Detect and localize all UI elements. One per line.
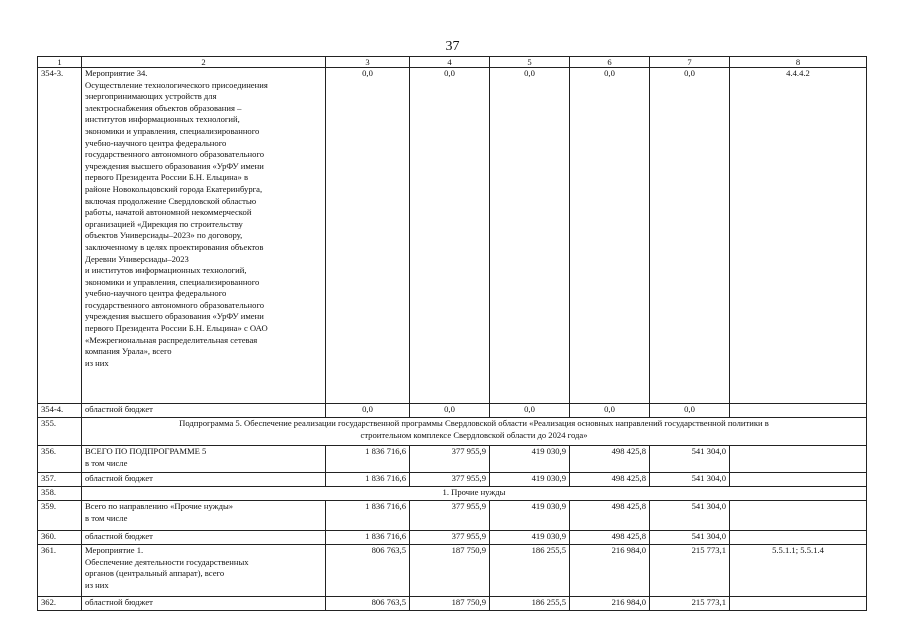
value-cell: 498 425,8	[570, 473, 650, 487]
row-number: 354-4.	[38, 404, 82, 418]
value-cell: 498 425,8	[570, 446, 650, 473]
value-cell: 216 984,0	[570, 545, 650, 597]
row-description: областной бюджет	[82, 473, 326, 487]
table-row	[38, 404, 867, 418]
description-line: учреждения высшего образования «УрФУ имени	[85, 311, 264, 322]
value-cell: 1 836 716,6	[326, 473, 410, 487]
description-line: электроснабжения объектов образования –	[85, 102, 242, 113]
row-number: 355.	[38, 418, 82, 446]
value-cell: 215 773,1	[650, 545, 730, 597]
value-cell: 498 425,8	[570, 501, 650, 531]
description-line: районе Новокольцовский города Екатеринбурга,	[85, 183, 263, 194]
value-cell: 0,0	[490, 68, 570, 404]
description-line: органов (центральный аппарат), всего	[85, 568, 225, 579]
row-number: 361.	[38, 545, 82, 597]
value-cell: 498 425,8	[570, 531, 650, 545]
column-header: 8	[730, 57, 867, 68]
description-line: из них	[85, 579, 109, 590]
row-number: 356.	[38, 446, 82, 473]
target-code-cell	[730, 473, 867, 487]
value-cell: 806 763,5	[326, 545, 410, 597]
description-line: объектов Универсиады–2023» по договору,	[85, 230, 243, 241]
description-line: энергопринимающих устройств для	[85, 91, 217, 102]
value-cell: 541 304,0	[650, 473, 730, 487]
value-cell: 419 030,9	[490, 501, 570, 531]
row-description	[82, 68, 326, 404]
value-cell: 377 955,9	[410, 531, 490, 545]
page-number: 37	[445, 39, 460, 54]
description-line: ВСЕГО ПО ПОДПРОГРАММЕ 5	[85, 446, 207, 456]
table-row	[38, 446, 867, 473]
table-row	[38, 597, 867, 611]
target-code-cell	[730, 501, 867, 531]
row-description	[82, 501, 326, 531]
description-line: первого Президента России Б.Н. Ельцина» в	[85, 172, 248, 183]
description-line: в том числе	[85, 457, 128, 468]
row-description	[82, 446, 326, 473]
row-description	[82, 545, 326, 597]
description-line: первого Президента России Б.Н. Ельцина» с ОАО	[85, 323, 268, 334]
value-cell: 541 304,0	[650, 531, 730, 545]
row-number: 354-3.	[38, 68, 82, 404]
value-cell: 186 255,5	[490, 597, 570, 611]
value-cell: 216 984,0	[570, 597, 650, 611]
section-title: 1. Прочие нужды	[82, 487, 867, 501]
table-row	[38, 68, 867, 404]
value-cell: 0,0	[410, 404, 490, 418]
budget-table	[37, 56, 867, 611]
row-description: областной бюджет	[82, 404, 326, 418]
description-line: государственного автономного образовательного	[85, 149, 265, 160]
description-line: в том числе	[85, 512, 128, 523]
value-cell: 0,0	[326, 404, 410, 418]
description-line: Обеспечение деятельности государственных	[85, 556, 249, 567]
value-cell: 187 750,9	[410, 597, 490, 611]
table-row	[38, 418, 867, 446]
value-cell: 541 304,0	[650, 501, 730, 531]
value-cell: 187 750,9	[410, 545, 490, 597]
description-line: «Межрегиональная распределительная сетевая	[85, 334, 258, 345]
description-line: и институтов информационных технологий,	[85, 265, 247, 276]
value-cell: 419 030,9	[490, 446, 570, 473]
description-line: экономики и управления, специализированного	[85, 125, 260, 136]
value-cell: 1 836 716,6	[326, 446, 410, 473]
column-header: 6	[570, 57, 650, 68]
description-line: Деревни Универсиады–2023	[85, 253, 189, 264]
description-line: государственного автономного образовательного	[85, 299, 265, 310]
column-header: 4	[410, 57, 490, 68]
description-line: из них	[85, 357, 109, 368]
description-line: учебно-научного центра федерального	[85, 137, 227, 148]
target-code-cell	[730, 446, 867, 473]
value-cell: 215 773,1	[650, 597, 730, 611]
row-number: 357.	[38, 473, 82, 487]
row-description: областной бюджет	[82, 531, 326, 545]
row-number: 359.	[38, 501, 82, 531]
value-cell: 377 955,9	[410, 501, 490, 531]
value-cell: 1 836 716,6	[326, 501, 410, 531]
description-line: организацией «Дирекция по строительству	[85, 218, 243, 229]
column-header: 5	[490, 57, 570, 68]
value-cell: 377 955,9	[410, 473, 490, 487]
value-cell: 377 955,9	[410, 446, 490, 473]
column-header: 2	[82, 57, 326, 68]
table-row	[38, 531, 867, 545]
target-code-cell	[730, 531, 867, 545]
value-cell: 419 030,9	[490, 473, 570, 487]
subprogram-title-line: строительном комплексе Свердловской области до 2024 года»	[360, 429, 588, 440]
row-number: 362.	[38, 597, 82, 611]
description-line: включая продолжение Свердловской областью	[85, 195, 257, 206]
table-row	[38, 473, 867, 487]
value-cell: 0,0	[570, 68, 650, 404]
description-line: заключенному в целях проектирования объектов	[85, 241, 264, 252]
value-cell: 0,0	[650, 404, 730, 418]
value-cell: 0,0	[326, 68, 410, 404]
value-cell: 0,0	[570, 404, 650, 418]
subprogram-title-line: Подпрограмма 5. Обеспечение реализации государственной программы Свердловской области «Реализация основных направлений государственной политики в	[179, 418, 769, 428]
column-header-row	[38, 57, 867, 68]
value-cell: 0,0	[410, 68, 490, 404]
column-header: 1	[38, 57, 82, 68]
description-line: работы, начатой автономной некоммерческой	[85, 207, 252, 218]
target-code-cell	[730, 597, 867, 611]
row-number: 360.	[38, 531, 82, 545]
description-line: учебно-научного центра федерального	[85, 288, 227, 299]
description-line: экономики и управления, специализированного	[85, 276, 260, 287]
description-line: Мероприятие 34.	[85, 68, 148, 78]
value-cell: 806 763,5	[326, 597, 410, 611]
description-line: Всего по направлению «Прочие нужды»	[85, 501, 234, 511]
target-code-cell	[730, 404, 867, 418]
description-line: Осуществление технологического присоединения	[85, 79, 268, 90]
row-number: 358.	[38, 487, 82, 501]
value-cell: 1 836 716,6	[326, 531, 410, 545]
subprogram-title	[82, 418, 867, 446]
value-cell: 0,0	[650, 68, 730, 404]
column-header: 3	[326, 57, 410, 68]
table-row	[38, 545, 867, 597]
value-cell: 541 304,0	[650, 446, 730, 473]
description-line: компания Урала», всего	[85, 346, 172, 357]
target-code-cell: 4.4.4.2	[730, 68, 867, 404]
table-row	[38, 487, 867, 501]
description-line: институтов информационных технологий,	[85, 114, 240, 125]
target-code-cell: 5.5.1.1; 5.5.1.4	[730, 545, 867, 597]
value-cell: 419 030,9	[490, 531, 570, 545]
table-row	[38, 501, 867, 531]
row-description: областной бюджет	[82, 597, 326, 611]
description-line: учреждения высшего образования «УрФУ имени	[85, 160, 264, 171]
value-cell: 0,0	[490, 404, 570, 418]
value-cell: 186 255,5	[490, 545, 570, 597]
column-header: 7	[650, 57, 730, 68]
description-line: Мероприятие 1.	[85, 545, 144, 555]
